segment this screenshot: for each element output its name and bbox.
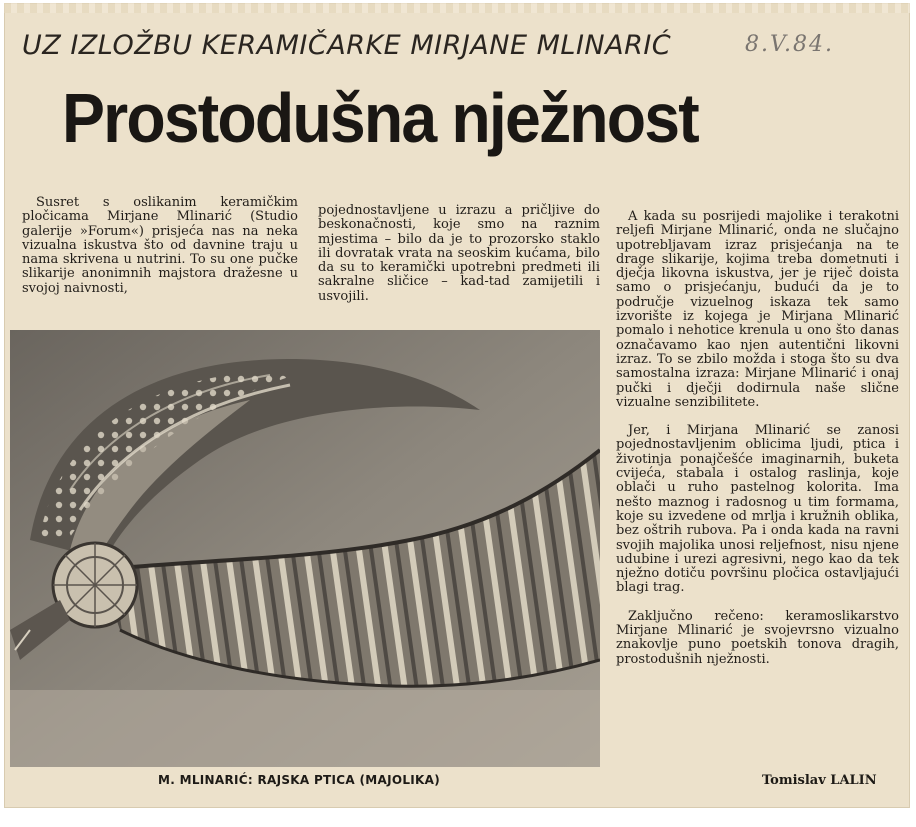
handwritten-date: 8.V.84.	[745, 32, 835, 57]
paragraph: A kada su posrijedi majolike i terakotni reljefi Mirjane Mlinarić, onda ne slučajno upotrebljavam izraz prisjećanja na te drage slikarije, kojima treba dometnuti i dječja likovna iskustva, jer je riječ doista samo o prisjećanju, budući da je to područje vizuelnog iskaza tek samo izvorište iz kojega je Mirjana Mlinarić pomalo i nehotice krenula u ono što danas označavamo kao njen autentični likovni izraz. To se zbilo možda i stoga što su dva samostalna izraza: Mirjane Mlinarić i onaj pučki i dječji dodirnula naše slične vizualne senzibilitete.	[616, 209, 899, 410]
article-kicker: UZ IZLOŽBU KERAMIČARKE MIRJANE MLINARIĆ	[22, 30, 672, 61]
majolica-photo	[10, 330, 600, 767]
paragraph: Zaključno rečeno: keramoslikarstvo Mirjane Mlinarić je svojevrsno vizualno znakovlje puno poetskih tonova dragih, prostodušnih nježnosti.	[616, 608, 899, 667]
article-column-3	[616, 210, 899, 681]
paragraph: Jer, i Mirjana Mlinarić se zanosi pojednostavljenim oblicima ljudi, ptica i životinja ponajčešće imaginarnih, buketa cvijeća, stabala i ostalog raslinja, koje oblači u ruho pastelnog kolorita. Ima nešto maznog i radosnog u tim formama, koje su izvedene od mrlja i kružnih oblika, bez oštrih rubova. Pa i onda kada na ravni svojih majolika unosi reljefnost, nisu njene udubine i urezi agresivni, nego kao da tek nježno dotiču površinu pločica ostavljajući blagi trag.	[616, 423, 899, 596]
article-headline: Prostodušna nježnost	[62, 79, 698, 157]
torn-edge	[4, 3, 910, 13]
article-column-2: pojednostavljene u izrazu a pričljive do beskonačnosti, koje smo na raznim mjestima – bilo da je to prozorsko staklo ili dovratak vrata na seoskim kućama, bilo da su to keramički upotrebni predmeti ili sakralne sličice – kad-tad zamijetili i usvojili.	[318, 203, 600, 304]
photo-caption: M. MLINARIĆ: RAJSKA PTICA (MAJOLIKA)	[158, 773, 441, 787]
article-column-1: Susret s oslikanim keramičkim pločicama Mirjane Mlinarić (Studio galerije »Forum«) prisjeća nas na neka vizualna iskustva što od davnine traju u nama skrivena u nutrini. To su one pučke slikarije anonimnih majstora dražesne u svojoj naivnosti,	[22, 195, 298, 296]
bird-ceramic-image	[10, 330, 600, 767]
article-author: Tomislav LALIN	[762, 773, 877, 788]
